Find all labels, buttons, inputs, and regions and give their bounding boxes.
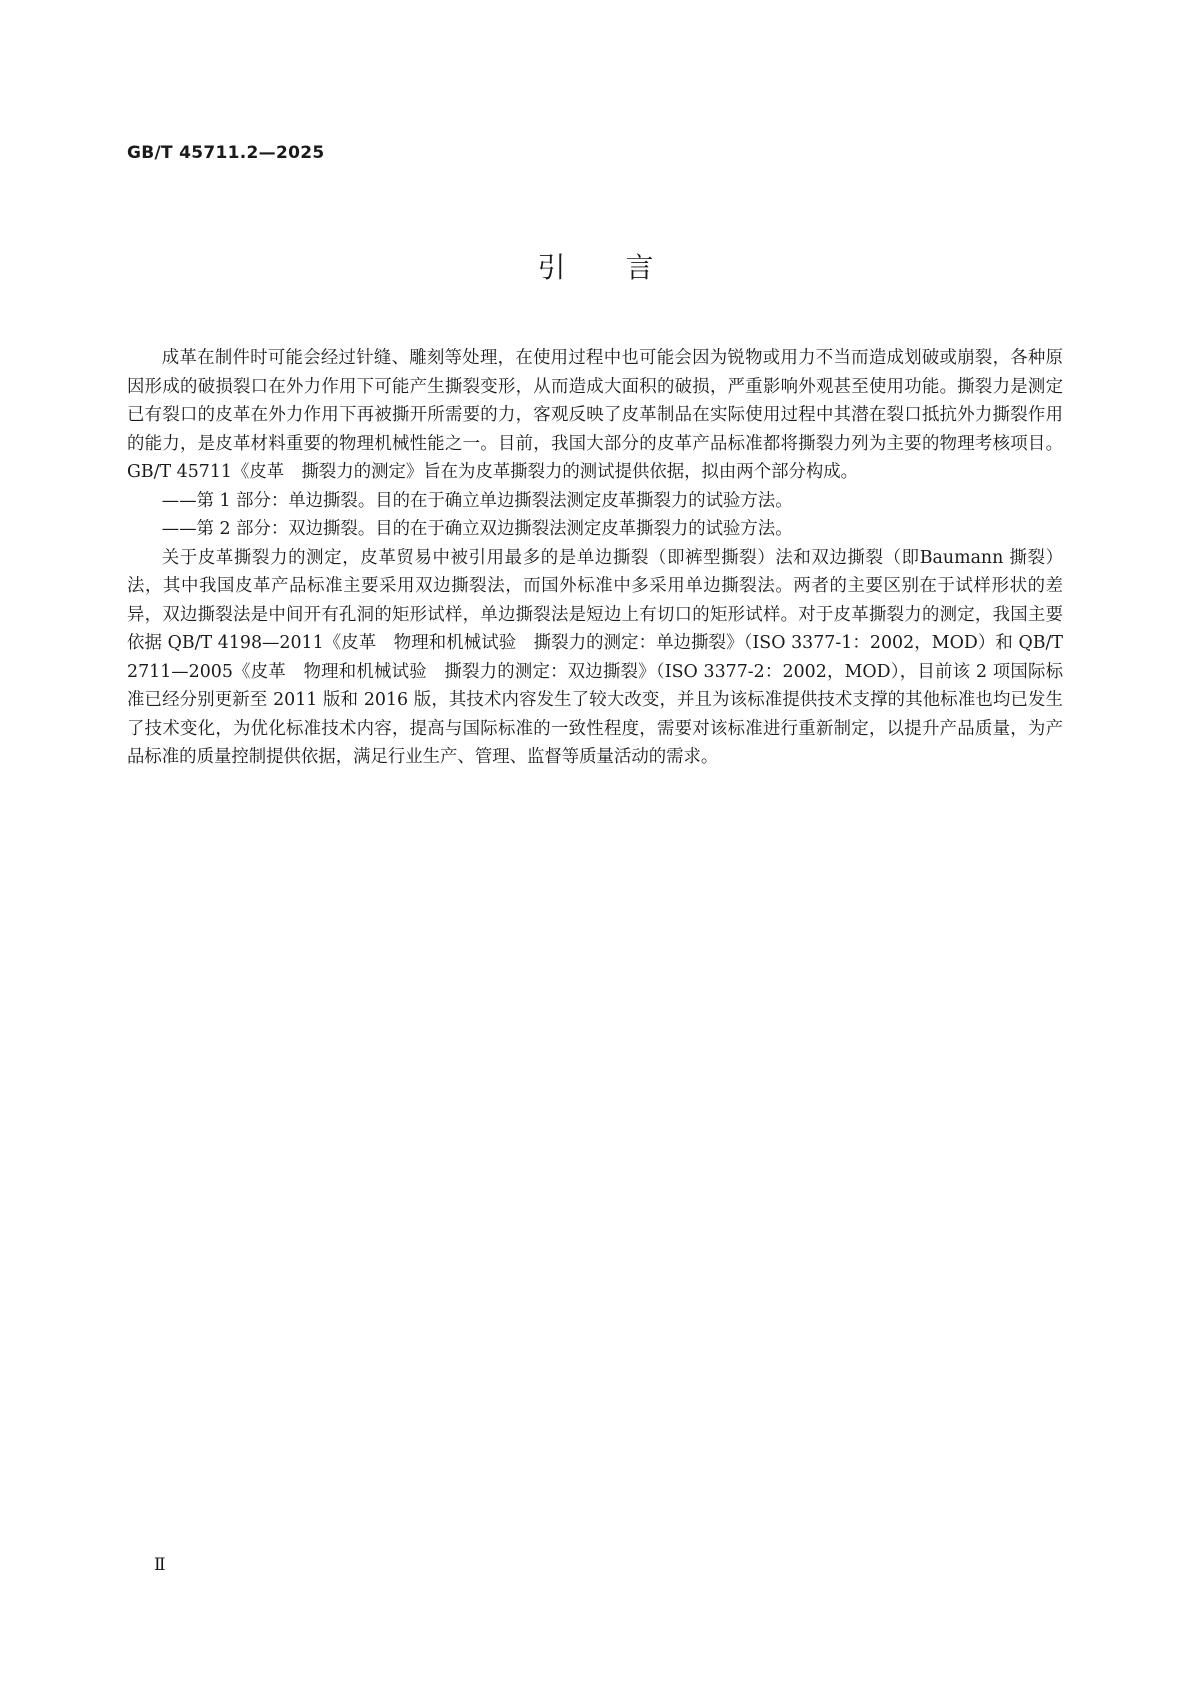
page-title: 引言	[537, 251, 714, 284]
page-number: Ⅱ	[154, 1555, 166, 1575]
method-paragraph: 关于皮革撕裂力的测定，皮革贸易中被引用最多的是单边撕裂（即裤型撕裂）法和双边撕裂（即Baumann 撕裂）法，其中我国皮革产品标准主要采用双边撕裂法，而国外标准中多采用单边撕裂法。两者的主要区别在于试样形状的差异，双边撕裂法是中间开有孔洞的矩形试样，单边撕裂法是短边上有切口的矩形试样。对于皮革撕裂力的测定，我国主要依据 QB/T 4198—2011《皮革 物理和机械试验 撕裂力的测定：单边撕裂》（ISO 3377-1：2002，MOD）和 QB/T 2711—2005《皮革 物理和机械试验 撕裂力的测定：双边撕裂》（ISO 3377-2：2002，MOD），目前该 2 项国际标准已经分别更新至 2011 版和 2016 版，其技术内容发生了较大改变，并且为该标准提供技术支撑的其他标准也均已发生了技术变化，为优化标准技术内容，提高与国际标准的一致性程度，需要对该标准进行重新制定，以提升产品质量，为产品标准的质量控制提供依据，满足行业生产、管理、监督等质量活动的需求。	[127, 547, 1063, 767]
introduction-body	[127, 344, 1063, 772]
intro-paragraph: 成革在制件时可能会经过针缝、雕刻等处理，在使用过程中也可能会因为锐物或用力不当而造成划破或崩裂，各种原因形成的破损裂口在外力作用下可能产生撕裂变形，从而造成大面积的破损，严重影响外观甚至使用功能。撕裂力是测定已有裂口的皮革在外力作用下再被撕开所需要的力，客观反映了皮革制品在实际使用过程中其潜在裂口抵抗外力撕裂作用的能力，是皮革材料重要的物理机械性能之一。目前，我国大部分的皮革产品标准都将撕裂力列为主要的物理考核项目。GB/T 45711《皮革 撕裂力的测定》旨在为皮革撕裂力的测试提供依据，拟由两个部分构成。	[127, 348, 1063, 482]
standard-code: GB/T 45711.2—2025	[127, 143, 325, 163]
list-item-part-1: ——第 1 部分：单边撕裂。目的在于确立单边撕裂法测定皮革撕裂力的试验方法。	[161, 490, 793, 511]
list-item-part-2: ——第 2 部分：双边撕裂。目的在于确立双边撕裂法测定皮革撕裂力的试验方法。	[161, 519, 793, 539]
